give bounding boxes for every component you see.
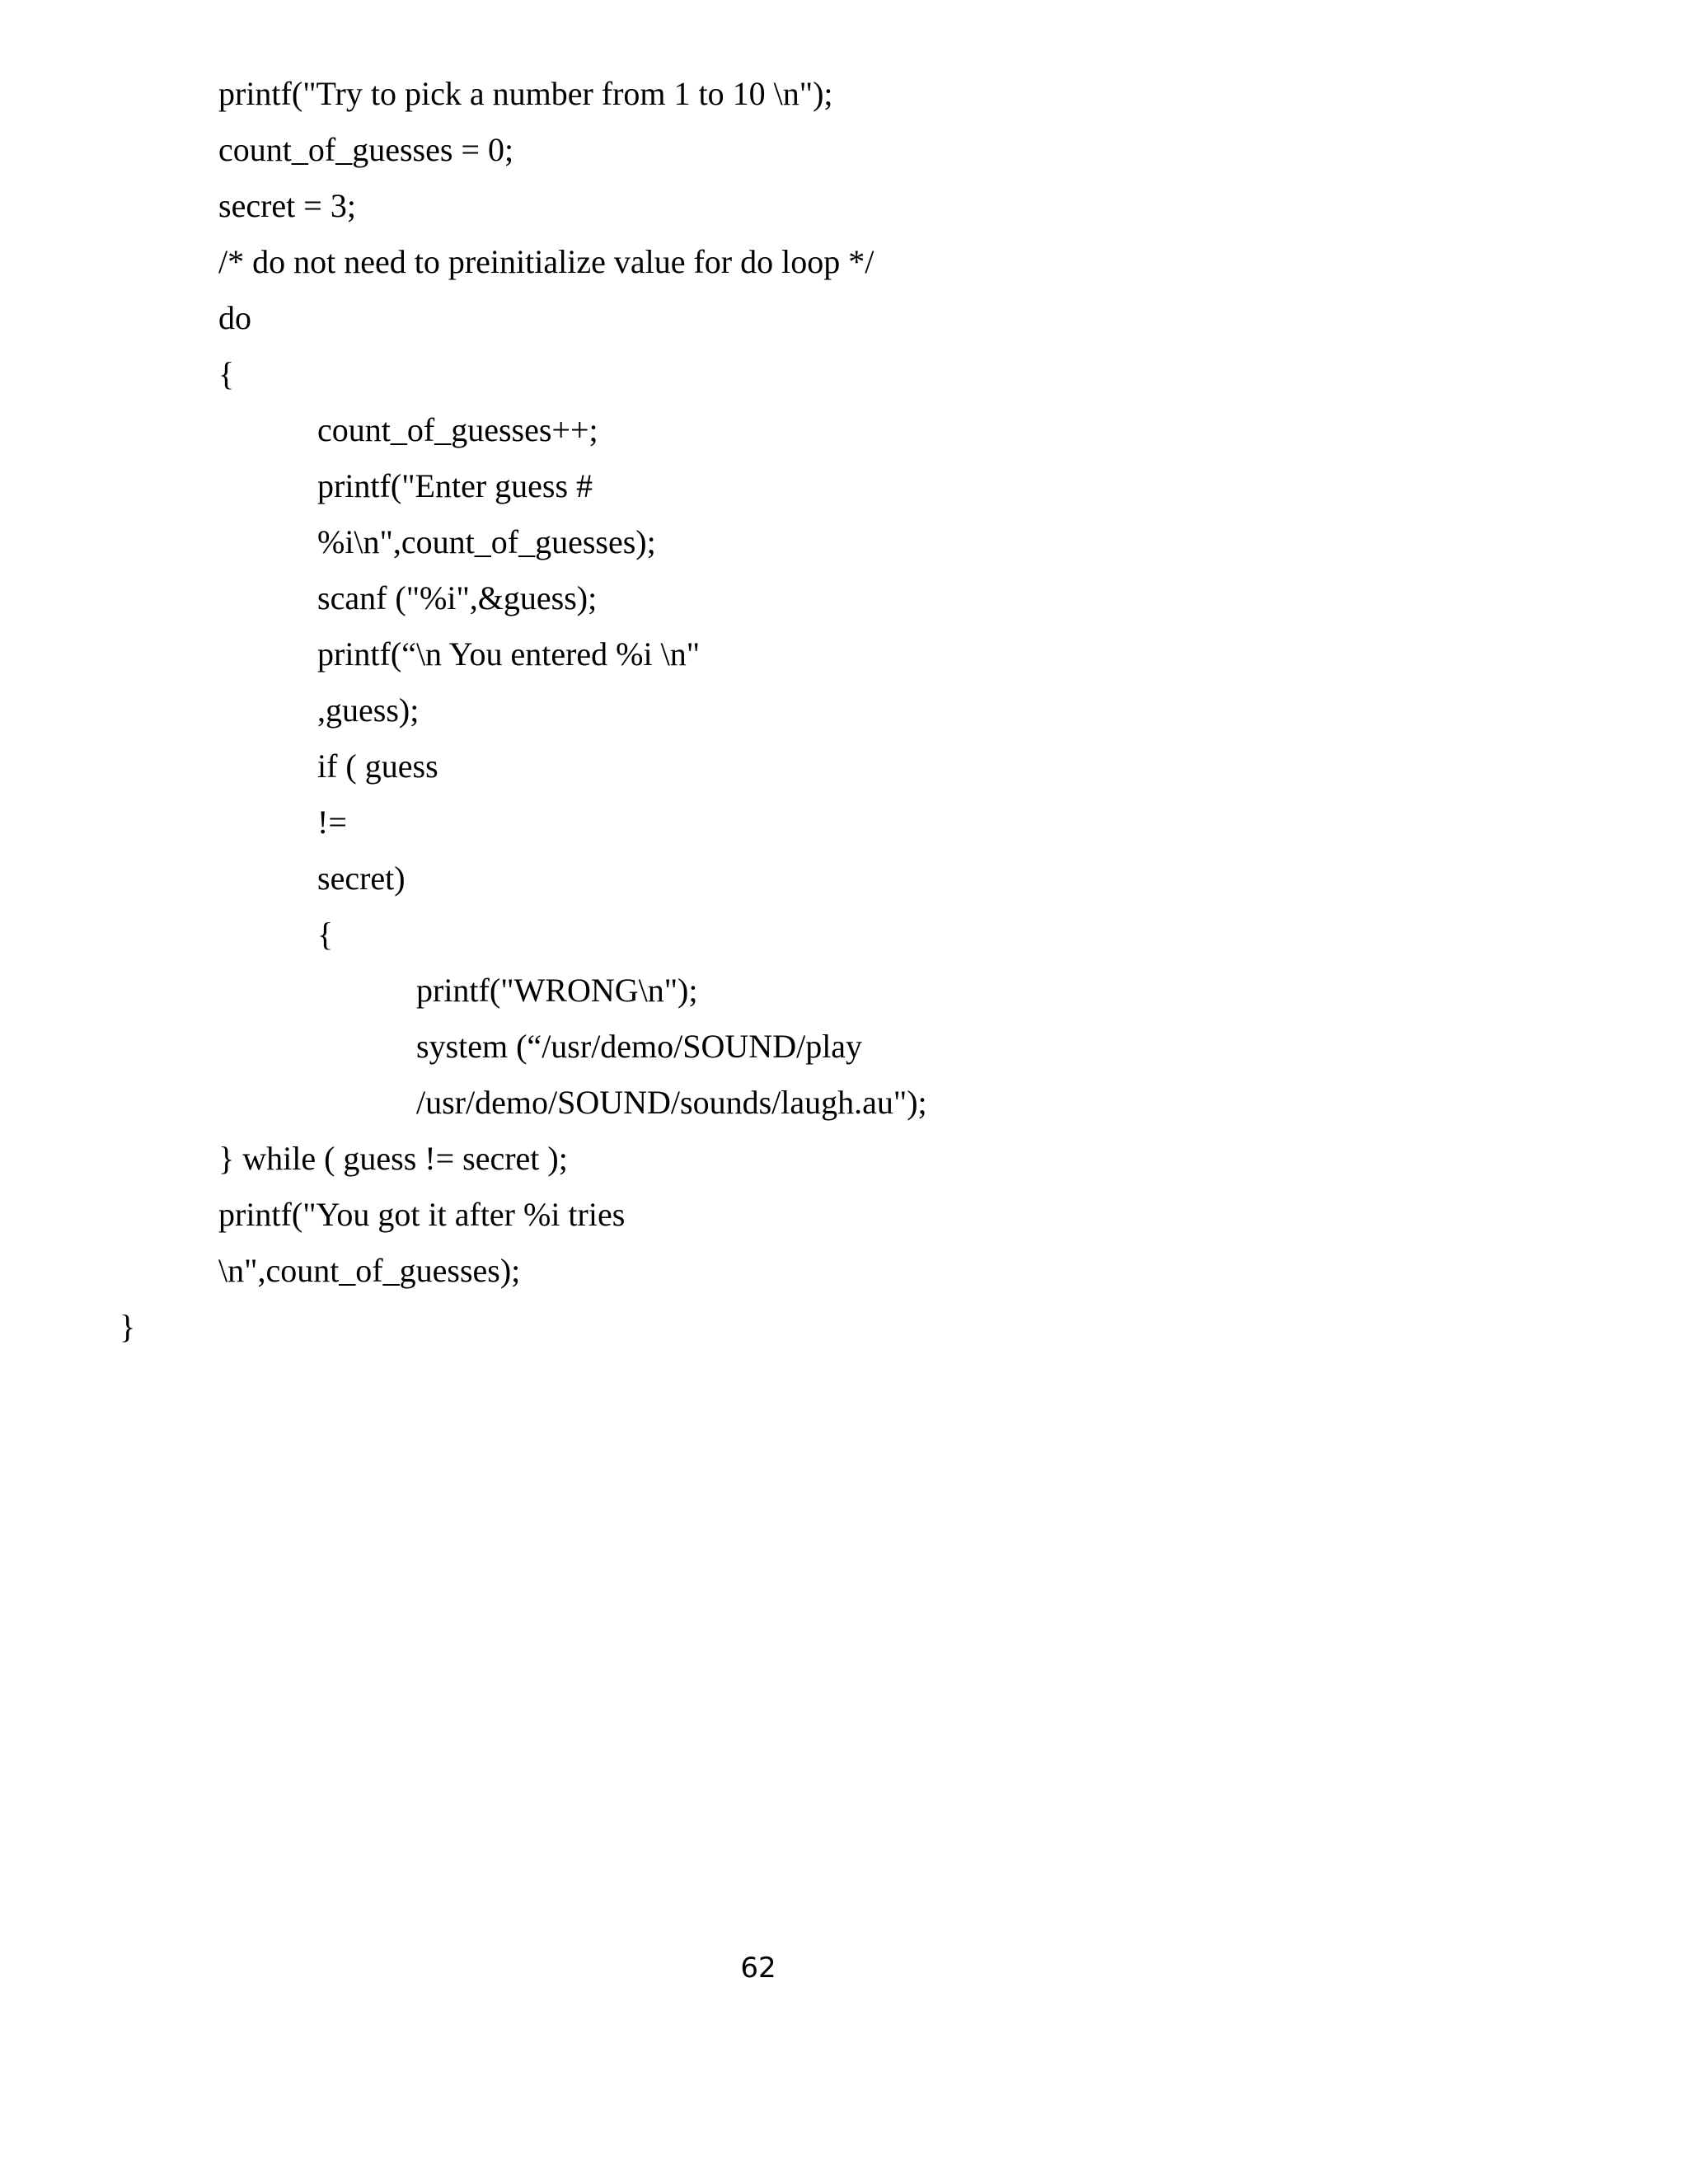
- page-number: 62: [740, 1952, 776, 1985]
- code-line-system-sound-path: /usr/demo/SOUND/sounds/laugh.au");: [416, 1084, 927, 1121]
- code-line-printf-intro: printf("Try to pick a number from 1 to 10 \n");: [218, 75, 833, 112]
- code-line-if-open-brace: {: [317, 916, 334, 953]
- code-line-close-brace: }: [120, 1308, 136, 1345]
- code-line-count-increment: count_of_guesses++;: [317, 411, 598, 448]
- code-line-while: } while ( guess != secret );: [218, 1140, 568, 1177]
- code-line-secret-init: secret = 3;: [218, 187, 356, 224]
- code-line-printf-you-entered: printf(“\n You entered %i \n": [317, 635, 701, 673]
- code-line-printf-enter-guess: printf("Enter guess #: [317, 467, 593, 504]
- code-line-not-equal: !=: [317, 804, 347, 841]
- code-line-printf-got-it: printf("You got it after %i tries: [218, 1196, 626, 1233]
- code-line-if-guess: if ( guess: [317, 748, 438, 785]
- code-line-comment: /* do not need to preinitialize value for do loop */: [218, 243, 874, 280]
- code-line-open-brace: {: [218, 355, 235, 392]
- code-line-printf-got-it-args: \n",count_of_guesses);: [218, 1252, 521, 1289]
- code-line-printf-wrong: printf("WRONG\n");: [416, 972, 698, 1009]
- code-line-printf-enter-guess-args: %i\n",count_of_guesses);: [317, 523, 656, 560]
- code-line-do: do: [218, 299, 251, 336]
- code-line-secret-close-paren: secret): [317, 860, 406, 897]
- code-line-system-play: system (“/usr/demo/SOUND/play: [416, 1028, 863, 1065]
- code-line-scanf: scanf ("%i",&guess);: [317, 579, 598, 616]
- code-line-printf-you-entered-args: ,guess);: [317, 691, 420, 729]
- code-line-count-init: count_of_guesses = 0;: [218, 131, 514, 168]
